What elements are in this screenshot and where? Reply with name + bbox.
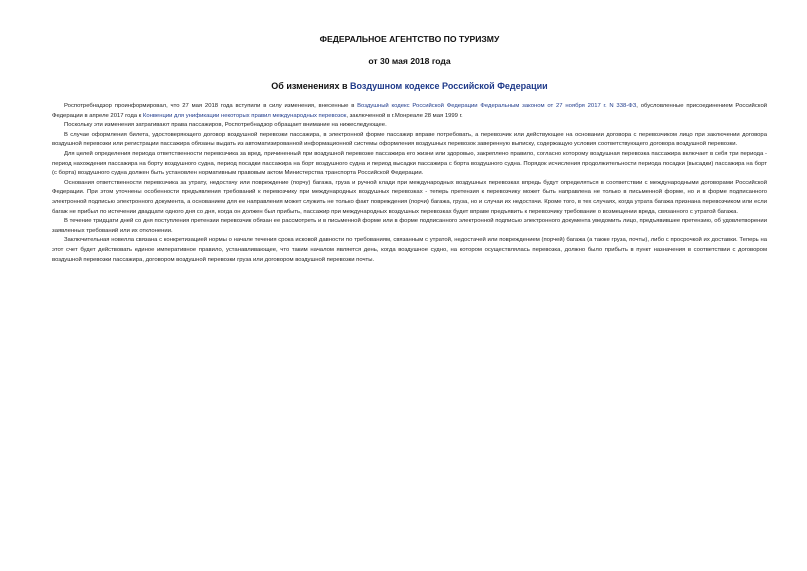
paragraph-5: Основания ответственности перевозчика за утрату, недостачу или повреждение (порчу) багажа, груза и ручной клади при международных воздушных перевозках впредь будут определяться в соответствии с международными договорами Российской Федерации. При этом уточнены особенности предъявления требований к перевозчику при международных воздушных перевозках - теперь претензия к перевозчику может быть направлена не только в письменной форме, но и в форме подписанного электронной подписью электронного документа, а основанием для ее направления может служить не только факт повреждения (порчи) багажа, груза, но и случаи их недостачи. Кроме того, в тех случаях, когда утрата багажа признана перевозчиком или если багаж не прибыл по истечении двадцати одного дня со дня, когда он должен был прибыть, пассажир при международных воздушных перевозках будет вправе предъявить к перевозчику требование о возмещении вреда, связанного с утратой багажа.	[52, 179, 767, 215]
paragraph-4: Для целей определения периода ответственности перевозчика за вред, причиненный при воздушной перевозке пассажира его жизни или здоровью, закреплено правило, согласно которому воздушная перевозка пассажира включает в себя три периода - период нахождения пассажира на борту воздушного судна, период посадки пассажира на борт воздушного судна и период высадки пассажира с борта воздушного судна. Порядок исчисления продолжительности периода посадки (высадки) пассажира на борт (с борта) воздушного судна должен быть установлен нормативным правовым актом Министерства транспорта Российской Федерации.	[52, 150, 767, 177]
p1-text-1: Роспотребнадзор проинформировал, что 27 мая 2018 года вступили в силу изменения, внесенные в	[64, 103, 358, 109]
link-montreal-convention[interactable]: Конвенции для унификации некоторых правил международных перевозок	[142, 112, 347, 119]
paragraph-2: Поскольку эти изменения затрагивают права пассажиров, Роспотребнадзор обращает внимание на нижеследующее.	[64, 122, 387, 129]
paragraph-1	[52, 102, 767, 121]
link-federal-law-338[interactable]: Федеральным законом от 27 ноября 2017 г. N 338-ФЗ	[480, 103, 637, 109]
p1-text-4: , заключенной в г.Монреале 28 мая 1999 г.	[346, 112, 463, 119]
title-link-air-code[interactable]: Воздушном кодексе Российской Федерации	[350, 81, 548, 91]
document-date: от 30 мая 2018 года	[368, 56, 451, 66]
paragraph-3: В случае оформления билета, удостоверяющего договор воздушной перевозки пассажира, в электронной форме пассажир вправе потребовать, а перевозчик или действующее на основании договора с перевозчиком лицо при заключении договора воздушной перевозки или регистрации пассажира обязаны выдать из автоматизированной информационной системы оформления воздушных перевозок заверенную выписку, содержащую условия соответствующего договора воздушной перевозки.	[52, 131, 767, 148]
link-air-code[interactable]: Воздушный кодекс Российской Федерации	[357, 103, 478, 109]
agency-heading: ФЕДЕРАЛЬНОЕ АГЕНТСТВО ПО ТУРИЗМУ	[319, 34, 500, 44]
document-body	[52, 102, 767, 265]
paragraph-6: В течение тридцати дней со дня поступления претензии перевозчик обязан ее рассмотреть и в письменной форме или в форме подписанного электронной подписью электронного документа уведомить лицо, предъявившее претензию, об удовлетворении заявленных требований или их отклонении.	[52, 218, 767, 234]
document-title	[52, 81, 767, 91]
document-page	[52, 34, 767, 265]
p1-text-3: , обусловленные присоединением Российской Федерации в апреле 2017 года к	[52, 103, 768, 119]
title-prefix: Об изменениях в	[271, 81, 350, 91]
paragraph-7: Заключительная новелла связана с конкретизацией нормы о начале течения срока исковой давности по требованиям, связанным с утратой, недостачей или повреждением (порчей) багажа (а также груза, почты), либо с просрочкой их доставки. Теперь на этот счет будет действовать единое императивное правило, устанавливающее, что таким началом является день, когда воздушное судно, на котором осуществлялась перевозка, должно было прибыть в пункт назначения в соответствии с договором воздушной перевозки пассажира, договором воздушной перевозки груза или договором воздушной перевозки почты.	[52, 237, 767, 263]
